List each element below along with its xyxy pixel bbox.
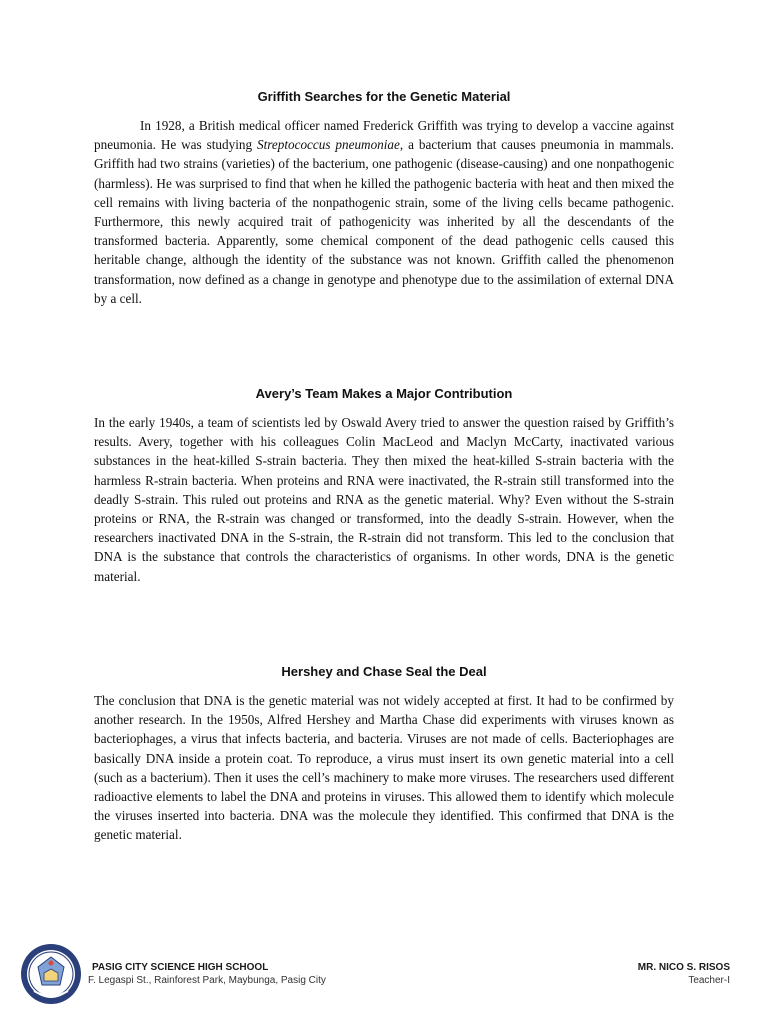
section-paragraph-griffith bbox=[94, 116, 674, 308]
section-paragraph-avery: In the early 1940s, a team of scientists led by Oswald Avery tried to answer the question raised by Griffith’s results. Avery, together with his colleagues Colin MacLeod and Maclyn McCarty, inactivated various substances in the heat-killed S-strain bacteria. They then mixed the heat-killed S-strain bacteria with the harmless R-strain bacteria. When proteins and RNA were inactivated, the R-strain still transformed into the deadly S-strain. This ruled out proteins and RNA as the genetic material. Why? Even without the S-strain proteins or RNA, the R-strain was changed or transformed, into the deadly S-strain. However, when the researchers inactivated DNA in the S-strain, the R-strain did not transform. This led to the conclusion that DNA is the substance that controls the characteristics of organisms. In other words, DNA is the genetic material. bbox=[94, 415, 674, 584]
paragraph-text: In 1928, a British medical officer named Frederick Griffith was trying to develop a vaccine against pneumonia. He was studying bbox=[94, 118, 674, 153]
section-paragraph-hershey-chase: The conclusion that DNA is the genetic material was not widely accepted at first. It had to be confirmed by another research. In the 1950s, Alfred Hershey and Martha Chase did experiments with viruses known as bacteriophages, a virus that infects bacteria, and bacteria. Viruses are not made of cells. Bacteriophages are basically DNA inside a protein coat. To reproduce, a virus must insert its own genetic material into a cell (such as a bacterium). Then it uses the cell’s machinery to make more viruses. The researchers used different radioactive elements to label the DNA and proteins in viruses. This allowed them to identify which molecule the viruses inserted into bacteria. DNA was the molecule they identified. This confirmed that DNA is the genetic material. bbox=[94, 693, 674, 843]
school-seal-icon bbox=[20, 943, 82, 1005]
teacher-name: MR. NICO S. RISOS bbox=[637, 962, 730, 973]
section-title-griffith: Griffith Searches for the Genetic Material bbox=[257, 89, 511, 104]
page-footer bbox=[0, 940, 768, 1024]
school-address: F. Legaspi St., Rainforest Park, Maybunga, Pasig City bbox=[88, 975, 326, 986]
school-name: PASIG CITY SCIENCE HIGH SCHOOL bbox=[92, 962, 269, 973]
teacher-role: Teacher-I bbox=[688, 975, 730, 986]
paragraph-text: , a bacterium that causes pneumonia in mammals. Griffith had two strains (varieties) of the bacterium, one pathogenic (disease-causing) and one nonpathogenic (harmless). He was surprised to find that when he killed the pathogenic bacteria with heat and then mixed the cell remains with living bacteria of the nonpathogenic strain, some of the living cells became pathogenic. Furthermore, this newly acquired trait of pathogenicity was inherited by all the descendants of the transformed bacteria. Apparently, some chemical component of the dead pathogenic cells caused this heritable change, although the identity of the substance was not known. Griffith called the phenomenon transformation, now defined as a change in genotype and phenotype due to the assimilation of external DNA by a cell. bbox=[94, 137, 674, 306]
section-title-hershey-chase: Hershey and Chase Seal the Deal bbox=[281, 664, 487, 679]
section-title-avery: Avery’s Team Makes a Major Contribution bbox=[255, 386, 513, 401]
species-name: Streptococcus pneumoniae bbox=[256, 137, 400, 153]
